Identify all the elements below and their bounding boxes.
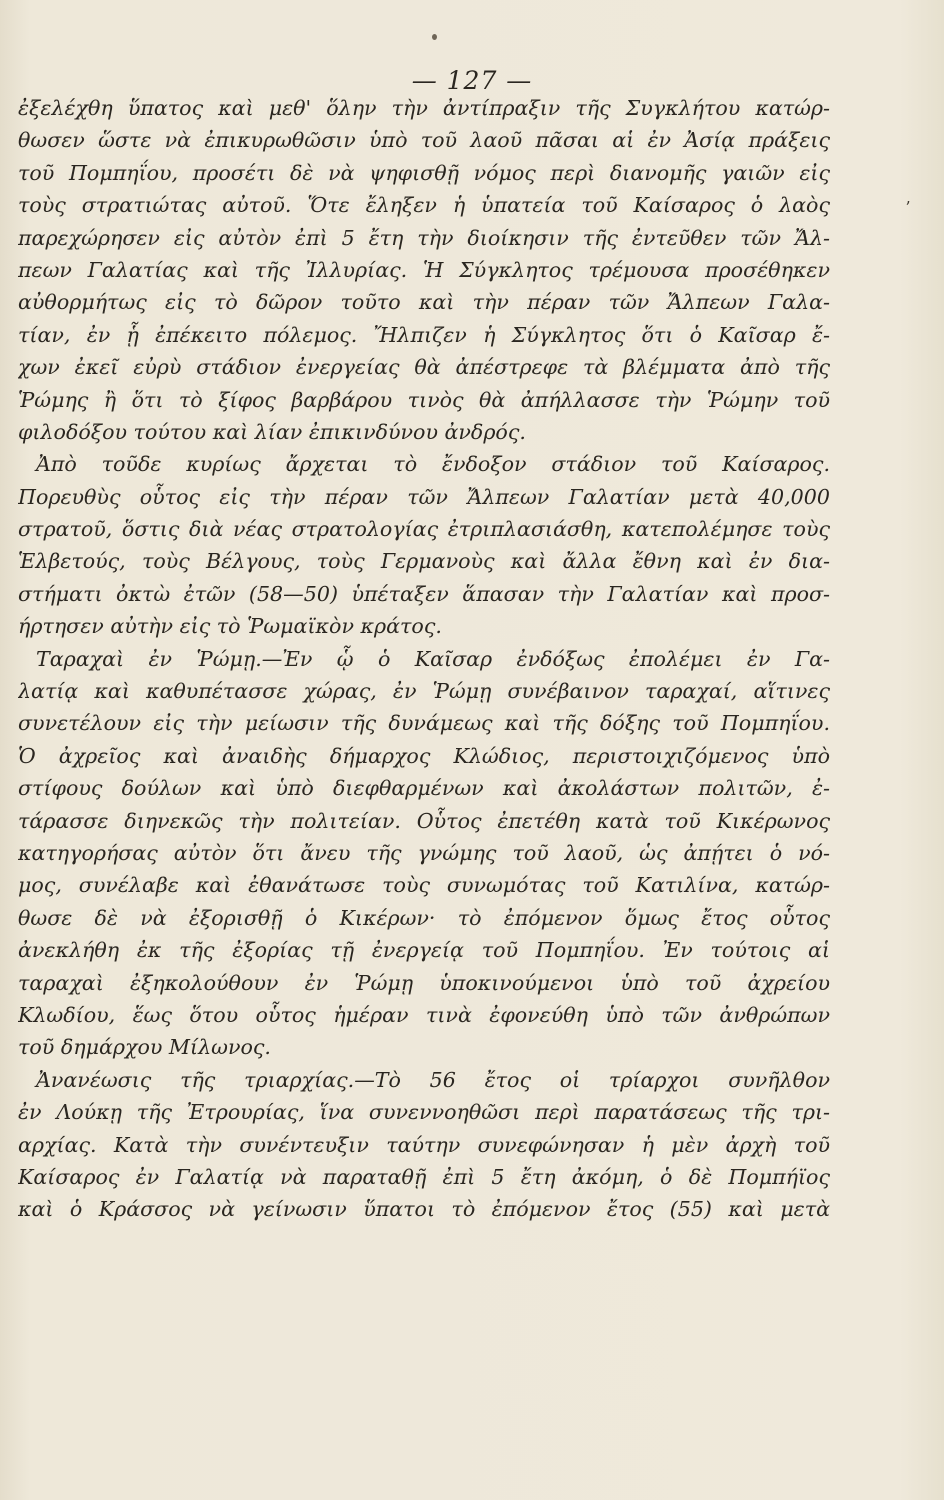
text-line: μος, συνέλαβε καὶ ἐθανάτωσε τοὺς συνωμότας τοῦ Κατιλίνα, κατώρ- (18, 873, 830, 898)
text-line: στρατοῦ, ὅστις διὰ νέας στρατολογίας ἐτριπλασιάσθη, κατεπολέμησε τοὺς (18, 517, 830, 542)
text-line: Ἀπὸ τοῦδε κυρίως ἄρχεται τὸ ἔνδοξον στάδιον τοῦ Καίσαρος. (36, 452, 830, 477)
text-line: κατηγορήσας αὐτὸν ὅτι ἄνευ τῆς γνώμης τοῦ λαοῦ, ὡς ἀπῄτει ὁ νό- (18, 840, 830, 865)
text-line: Ἑλβετούς, τοὺς Βέλγους, τοὺς Γερμανοὺς καὶ ἄλλα ἔθνη καὶ ἐν δια- (18, 549, 830, 574)
text-line: τοῦ Πομπηΐου, προσέτι δὲ νὰ ψηφισθῇ νόμος περὶ διανομῆς γαιῶν εἰς (18, 160, 830, 185)
text-line: ἀνεκλήθη ἐκ τῆς ἐξορίας τῇ ἐνεργείᾳ τοῦ Πομπηΐου. Ἐν τούτοις αἱ (18, 938, 830, 963)
text-line: θωσεν ὥστε νὰ ἐπικυρωθῶσιν ὑπὸ τοῦ λαοῦ πᾶσαι αἱ ἐν Ἀσίᾳ πράξεις (18, 128, 830, 153)
text-line: τοὺς στρατιώτας αὐτοῦ. Ὅτε ἔληξεν ἡ ὑπατεία τοῦ Καίσαρος ὁ λαὸς (18, 193, 830, 218)
text-line: καὶ ὁ Κράσσος νὰ γείνωσιν ὕπατοι τὸ ἐπόμενον ἔτος (55) καὶ μετὰ (18, 1197, 830, 1222)
text-line: ήρτησεν αὐτὴν εἰς τὸ Ῥωμαϊκὸν κράτος. (18, 614, 442, 639)
text-line: παρεχώρησεν εἰς αὐτὸν ἐπὶ 5 ἔτη τὴν διοίκησιν τῆς ἐντεῦθεν τῶν Ἄλ- (18, 225, 830, 250)
section-heading-line: Ἀνανέωσις τῆς τριαρχίας.—Τὸ 56 ἔτος οἱ τρίαρχοι συνῆλθον (36, 1067, 830, 1092)
text-line: πεων Γαλατίας καὶ τῆς Ἰλλυρίας. Ἡ Σύγκλητος τρέμουσα προσέθηκεν (18, 257, 830, 282)
text-line: Καίσαρος ἐν Γαλατίᾳ νὰ παραταθῇ ἐπὶ 5 ἔτη ἀκόμη, ὁ δὲ Πομπήϊος (18, 1164, 830, 1189)
text-line: τοῦ δημάρχου Μίλωνος. (18, 1035, 271, 1060)
margin-mark: ʼ (905, 198, 911, 217)
text-line: Πορευθὺς οὗτος εἰς τὴν πέραν τῶν Ἄλπεων Γαλατίαν μετὰ 40,000 (18, 484, 830, 509)
text-line: στήματι ὀκτὼ ἐτῶν (58—50) ὑπέταξεν ἅπασαν τὴν Γαλατίαν καὶ προσ- (18, 581, 830, 606)
body-text (18, 92, 830, 1226)
text-line: στίφους δούλων καὶ ὑπὸ διεφθαρμένων καὶ ἀκολάστων πολιτῶν, ἐ- (18, 776, 830, 801)
text-line: ταραχαὶ ἐξηκολούθουν ἐν Ῥώμῃ ὑποκινούμενοι ὑπὸ τοῦ ἀχρείου (18, 970, 830, 995)
text-line: θωσε δὲ νὰ ἐξορισθῇ ὁ Κικέρων· τὸ ἐπόμενον ὅμως ἔτος οὗτος (18, 905, 830, 930)
text-line: αὐθορμήτως εἰς τὸ δῶρον τοῦτο καὶ τὴν πέραν τῶν Ἄλπεων Γαλα- (18, 290, 830, 315)
text-line: ἐν Λούκῃ τῆς Ἐτρουρίας, ἵνα συνεννοηθῶσι περὶ παρατάσεως τῆς τρι- (18, 1100, 830, 1125)
page-number: — 127 — (411, 66, 533, 95)
text-line: ἐξελέχθη ὕπατος καὶ μεθ' ὅλην τὴν ἀντίπραξιν τῆς Συγκλήτου κατώρ- (18, 96, 830, 120)
ink-speck (432, 34, 437, 40)
text-line: τίαν, ἐν ᾗ ἐπέκειτο πόλεμος. Ἤλπιζεν ἡ Σύγκλητος ὅτι ὁ Καῖσαρ ἔ- (18, 322, 830, 347)
section-heading-line: Ταραχαὶ ἐν Ῥώμῃ.—Ἐν ᾧ ὁ Καῖσαρ ἐνδόξως ἐπολέμει ἐν Γα- (36, 646, 830, 671)
text-line: τάρασσε διηνεκῶς τὴν πολιτείαν. Οὗτος ἐπετέθη κατὰ τοῦ Κικέρωνος (18, 808, 830, 833)
text-line: Κλωδίου, ἕως ὅτου οὗτος ἡμέραν τινὰ ἐφονεύθη ὑπὸ τῶν ἀνθρώπων (18, 1002, 830, 1027)
text-line: φιλοδόξου τούτου καὶ λίαν ἐπικινδύνου ἀνδρός. (18, 419, 526, 444)
text-line: Ῥώμης ἢ ὅτι τὸ ξίφος βαρβάρου τινὸς θὰ ἀπήλλασσε τὴν Ῥώμην τοῦ (18, 387, 830, 412)
text-line: αρχίας. Κατὰ τὴν συνέντευξιν ταύτην συνεφώνησαν ἡ μὲν ἀρχὴ τοῦ (18, 1132, 830, 1157)
text-line: λατίᾳ καὶ καθυπέτασσε χώρας, ἐν Ῥώμῃ συνέβαινον ταραχαί, αἵτινες (18, 679, 830, 704)
text-line: Ὁ ἀχρεῖος καὶ ἀναιδὴς δήμαρχος Κλώδιος, περιστοιχιζόμενος ὑπὸ (18, 743, 830, 768)
text-line: συνετέλουν εἰς τὴν μείωσιν τῆς δυνάμεως καὶ τῆς δόξης τοῦ Πομπηΐου. (18, 711, 830, 736)
text-line: χων ἐκεῖ εὐρὺ στάδιον ἐνεργείας θὰ ἀπέστρεφε τὰ βλέμματα ἀπὸ τῆς (18, 355, 830, 380)
